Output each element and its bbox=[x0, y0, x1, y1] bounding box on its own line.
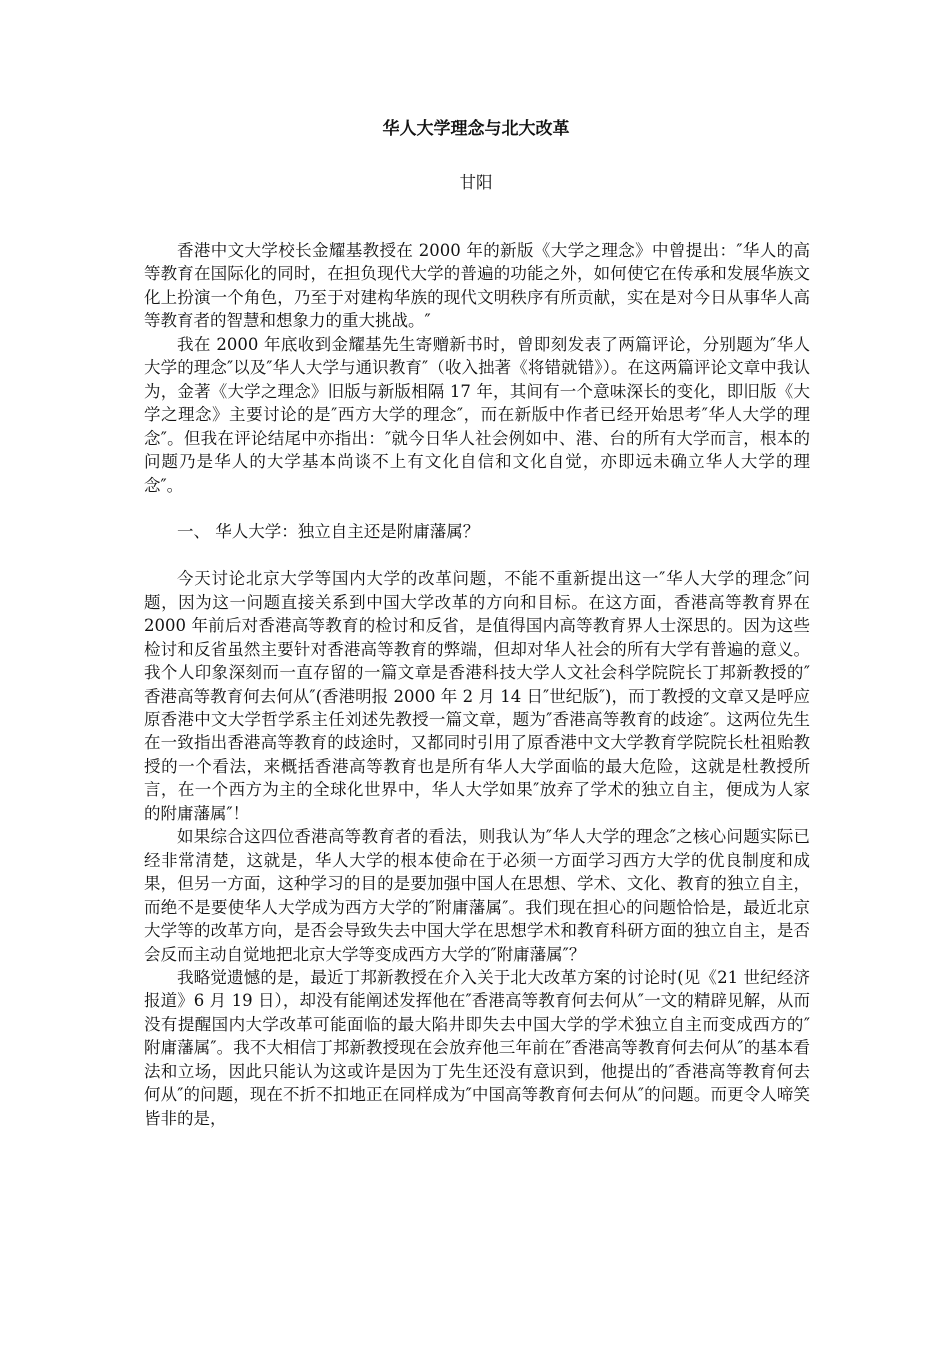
author-name: 甘阳 bbox=[459, 173, 493, 192]
body-paragraph: 我略觉遗憾的是，最近丁邦新教授在介入关于北大改革方案的讨论时(见《21 世纪经济报道》6 月 19 日），却没有能阐述发挥他在″香港高等教育何去何从″一文的精辟见解，从而没有提醒国内大学改革可能面临的最大陷井即失去中国大学的学术独立自主而变成西方的″附庸藩属″。我不大相信丁邦新教授现在会放弃他三年前在″香港高等教育何去何从″的基本看法和立场，因此只能认为这或许是因为丁先生还没有意识到，他提出的″香港高等教育何去何从″的问题，现在不折不扣地正在同样成为″中国高等教育何去何从″的问题。而更令人啼笑皆非的是， bbox=[144, 968, 810, 1128]
body-paragraph: 如果综合这四位香港高等教育者的看法，则我认为″华人大学的理念″之核心问题实际已经非常清楚，这就是，华人大学的根本使命在于必须一方面学习西方大学的优良制度和成果，但另一方面，这种学习的目的是要加强中国人在思想、学术、文化、教育的独立自主，而绝不是要使华人大学成为西方大学的″附庸藩属″。我们现在担心的问题恰恰是，最近北京大学等的改革方向，是否会导致失去中国大学在思想学术和教育科研方面的独立自主，是否会反而主动自觉地把北京大学等变成西方大学的″附庸藩属″？ bbox=[144, 827, 810, 964]
section-heading: 一、 华人大学：独立自主还是附庸藩属？ bbox=[177, 522, 480, 542]
document-title: 华人大学理念与北大改革 bbox=[382, 119, 570, 139]
article-body bbox=[144, 239, 810, 1130]
intro-paragraph: 香港中文大学校长金耀基教授在 2000 年的新版《大学之理念》中曾提出：″华人的高等教育在国际化的同时，在担负现代大学的普遍的功能之外，如何使它在传承和发展华族文化上扮演一个角色，乃至于对建构华族的现代文明秩序有所贡献，实在是对今日从事华人高等教育者的智慧和想象力的重大挑战。″ bbox=[144, 241, 810, 331]
intro-paragraph: 我在 2000 年底收到金耀基先生寄赠新书时，曾即刻发表了两篇评论，分别题为″华人大学的理念″以及″华人大学与通识教育″（收入拙著《将错就错》）。在这两篇评论文章中我认为，金著《大学之理念》旧版与新版相隔 17 年，其间有一个意味深长的变化，即旧版《大学之理念》主要讨论的是″西方大学的理念″，而在新版中作者已经开始思考″华人大学的理念″。但我在评论结尾中亦指出：″就今日华人社会例如中、港、台的所有大学而言，根本的问题乃是华人的大学基本尚谈不上有文化自信和文化自觉，亦即远未确立华人大学的理念″。 bbox=[144, 334, 810, 495]
body-paragraph: 今天讨论北京大学等国内大学的改革问题，不能不重新提出这一″华人大学的理念″问题，因为这一问题直接关系到中国大学改革的方向和目标。在这方面，香港高等教育界在 2000 年前后对香港高等教育的检讨和反省，是值得国内高等教育界人士深思的。因为这些检讨和反省虽然主要针对香港高等教育的弊端，但却对华人社会的所有大学有普遍的意义。我个人印象深刻而一直存留的一篇文章是香港科技大学人文社会科学院院长丁邦新教授的″香港高等教育何去何从″(香港明报 2000 年 2 月 14 日″世纪版″)，而丁教授的文章又是呼应原香港中文大学哲学系主任刘述先教授一篇文章，题为″香港高等教育的歧途″。这两位先生在一致指出香港高等教育的歧途时，又都同时引用了原香港中文大学教育学院院长杜祖贻教授的一个看法，来概括香港高等教育也是所有华人大学面临的最大危险，这就是杜教授所言，在一个西方为主的全球化世界中，华人大学如果″放弃了学术的独立自主，便成为人家的附庸藩属″！ bbox=[144, 569, 810, 823]
